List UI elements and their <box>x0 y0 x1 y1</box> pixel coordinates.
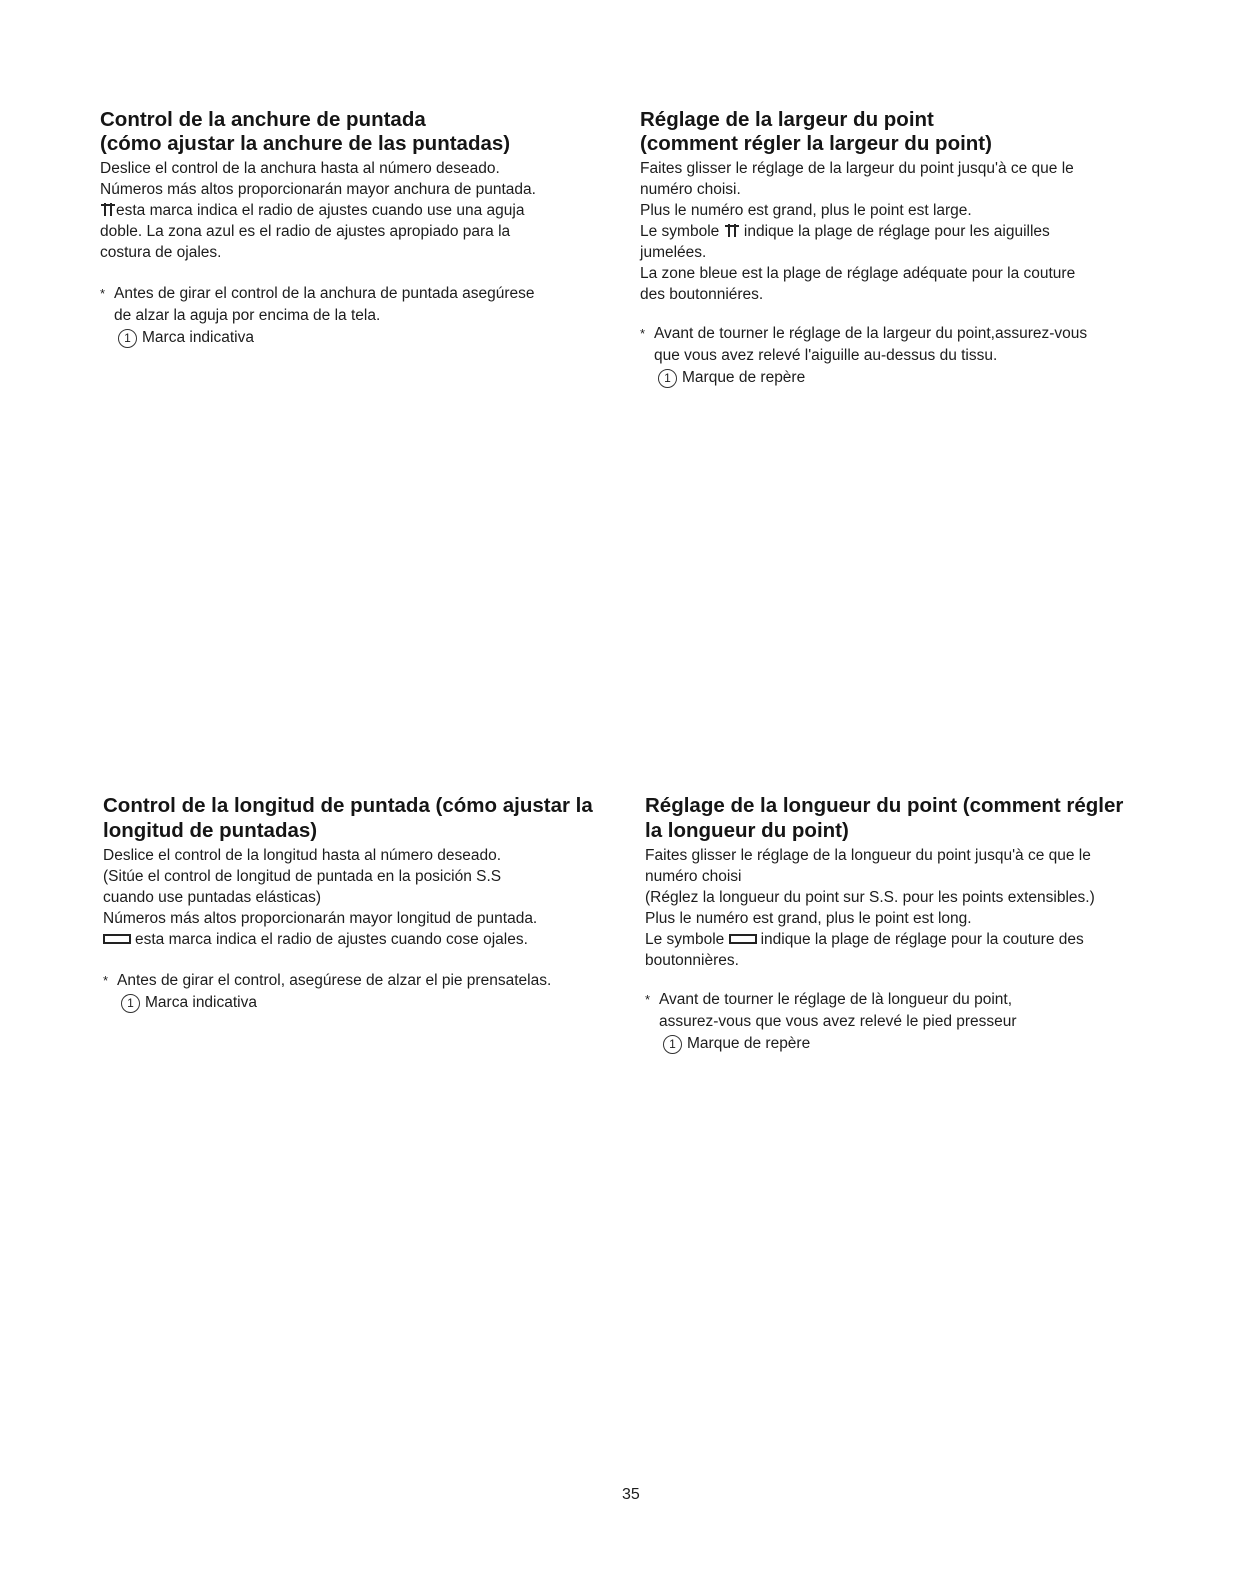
text-line: doble. La zona azul es el radio de ajustes apropiado para la <box>100 223 511 240</box>
text-line: des boutonniéres. <box>640 286 764 303</box>
marker-label: 1 Marca indicativa <box>118 327 620 349</box>
twin-needle-icon <box>100 202 116 217</box>
text-line: costura de ojales. <box>100 244 222 261</box>
heading-line-1: Réglage de la longueur du point (comment régler <box>645 794 1124 817</box>
section-es-length <box>103 793 633 1014</box>
heading-es-length <box>103 793 633 843</box>
text-line: numéro choisi. <box>640 181 741 198</box>
heading-line-2: longitud de puntadas) <box>103 819 318 842</box>
body-text <box>100 158 620 263</box>
note: * Avant de tourner le réglage de la largeur du point,assurez-vous que vous avez relevé l'aiguille au-dessus du tissu. 1 Marque de repère <box>640 323 1180 389</box>
text-line: Números más altos proporcionarán mayor longitud de puntada. <box>103 910 538 927</box>
buttonhole-icon <box>729 933 757 945</box>
heading-line-1: Control de la anchure de puntada <box>100 108 426 131</box>
bullet-mark: * <box>100 286 106 301</box>
text-line: Plus le numéro est grand, plus le point est large. <box>640 202 972 219</box>
text-line: esta marca indica el radio de ajustes cuando cose ojales. <box>103 929 633 950</box>
body-text <box>103 845 633 950</box>
heading-line-1: Réglage de la largeur du point <box>640 108 934 131</box>
text-line: Deslice el control de la anchura hasta al número deseado. <box>100 160 500 177</box>
text-line: cuando use puntadas elásticas) <box>103 889 322 906</box>
body-text <box>645 845 1185 971</box>
text-line: boutonnières. <box>645 952 739 969</box>
text-line: Le symbole indique la plage de réglage pour les aiguilles <box>640 223 1050 240</box>
text-line: La zone bleue est la plage de réglage adéquate pour la couture <box>640 265 1076 282</box>
text-line: Faites glisser le réglage de la largeur du point jusqu'à ce que le <box>640 160 1074 177</box>
bullet-mark: * <box>103 973 109 988</box>
marker-label: 1 Marca indicativa <box>121 992 633 1014</box>
text-line: (Réglez la longueur du point sur S.S. pour les points extensibles.) <box>645 889 1095 906</box>
bullet-mark: * <box>640 326 646 341</box>
note: * Avant de tourner le réglage de là longueur du point, assurez-vous que vous avez relevé le pied presseur 1 Marque de repère <box>645 989 1185 1055</box>
text-line: Números más altos proporcionarán mayor anchura de puntada. <box>100 181 536 198</box>
text-line: Faites glisser le réglage de la longueur du point jusqu'à ce que le <box>645 847 1091 864</box>
heading-line-2: la longueur du point) <box>645 819 849 842</box>
buttonhole-icon <box>103 933 131 945</box>
section-fr-length <box>645 793 1185 1055</box>
circled-number: 1 <box>663 1035 682 1054</box>
text-line: numéro choisi <box>645 868 742 885</box>
text-line: (Sitúe el control de longitud de puntada en la posición S.S <box>103 868 502 885</box>
note: * Antes de girar el control, asegúrese de alzar el pie prensatelas. 1 Marca indicativa <box>103 970 633 1014</box>
note: * Antes de girar el control de la anchura de puntada asegúrese de alzar la aguja por encima de la tela. 1 Marca indicativa <box>100 283 620 349</box>
circled-number: 1 <box>118 329 137 348</box>
text-line: esta marca indica el radio de ajustes cuando use una aguja <box>100 200 620 221</box>
body-text <box>640 158 1180 305</box>
bullet-mark: * <box>645 992 651 1007</box>
heading-fr-length <box>645 793 1185 843</box>
heading-line-1: Control de la longitud de puntada (cómo ajustar la <box>103 794 593 817</box>
text-line: Deslice el control de la longitud hasta al número deseado. <box>103 847 502 864</box>
page-number: 35 <box>622 1486 640 1503</box>
twin-needle-icon <box>724 223 740 238</box>
section-fr-width <box>640 108 1180 389</box>
marker-label: 1 Marque de repère <box>663 1033 1185 1055</box>
circled-number: 1 <box>121 994 140 1013</box>
heading-es-width <box>100 108 620 156</box>
text-line: Plus le numéro est grand, plus le point est long. <box>645 910 972 927</box>
marker-label: 1 Marque de repère <box>658 367 1180 389</box>
heading-line-2: (comment régler la largeur du point) <box>640 132 992 155</box>
text-line: jumelées. <box>640 244 707 261</box>
circled-number: 1 <box>658 369 677 388</box>
section-es-width <box>100 108 620 349</box>
text-line: Le symbole indique la plage de réglage pour la couture des <box>645 931 1084 948</box>
heading-fr-width <box>640 108 1180 156</box>
heading-line-2: (cómo ajustar la anchure de las puntadas) <box>100 132 511 155</box>
